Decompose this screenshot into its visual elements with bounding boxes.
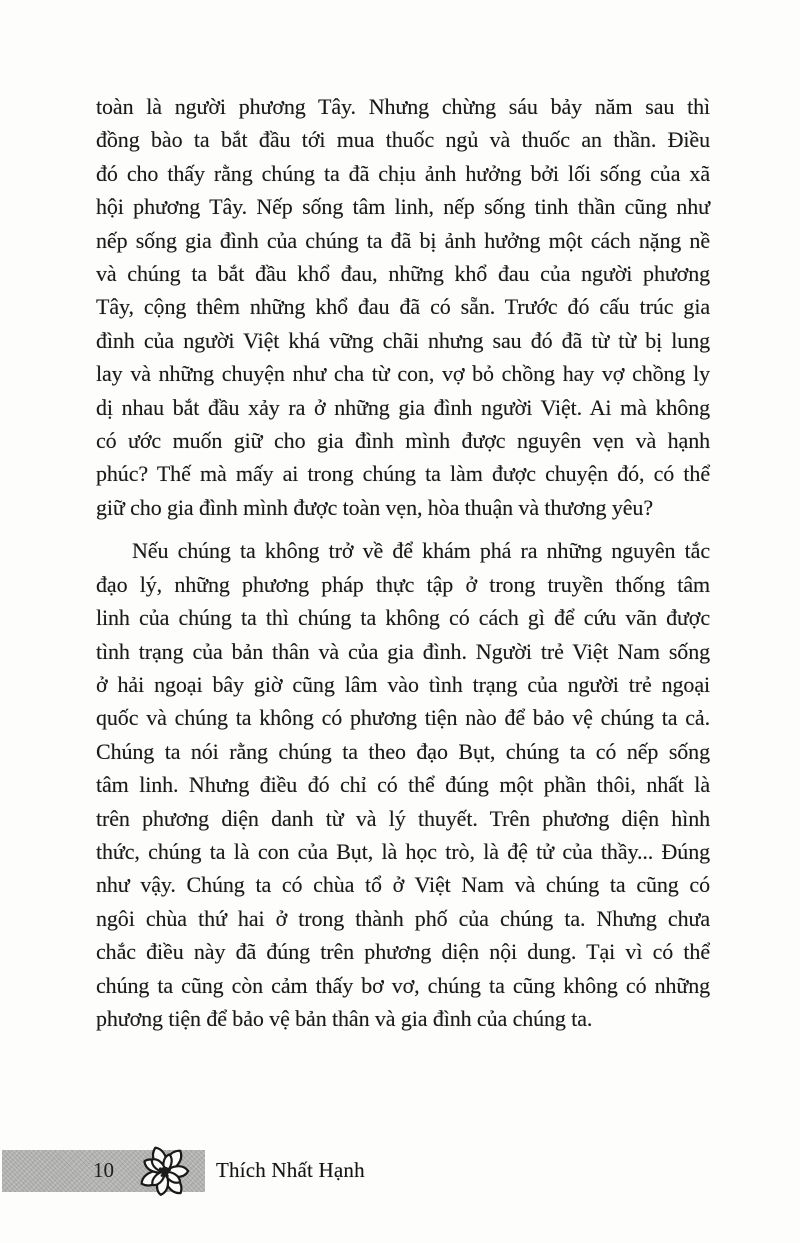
page-number: 10: [93, 1158, 114, 1182]
text-line: tình trạng của bản thân và của gia đình. Người trẻ Việt Nam sống: [96, 638, 710, 664]
text-line: dị nhau bắt đầu xảy ra ở những gia đình người Việt. Ai mà không: [96, 394, 710, 420]
text-line: quốc và chúng ta không có phương tiện nào để bảo vệ chúng ta cả.: [96, 705, 710, 731]
text-line: đạo lý, những phương pháp thực tập ở trong truyền thống tâm: [96, 571, 710, 597]
text-line: đó cho thấy rằng chúng ta đã chịu ảnh hưởng bởi lối sống của xã: [96, 160, 710, 186]
text-line: ngôi chùa thứ hai ở trong thành phố của chúng ta. Nhưng chưa: [96, 905, 710, 931]
text-line: chúng ta cũng còn cảm thấy bơ vơ, chúng ta cũng không có những: [96, 972, 710, 998]
paragraph: [96, 90, 710, 524]
text-line: và chúng ta bắt đầu khổ đau, những khổ đau của người phương: [96, 261, 710, 287]
paragraph: [96, 534, 710, 1035]
text-line: đồng bào ta bắt đầu tới mua thuốc ngủ và thuốc an thần. Điều: [96, 127, 710, 153]
author-name: Thích Nhất Hạnh: [216, 1158, 365, 1182]
text-line: Chúng ta nói rằng chúng ta theo đạo Bụt, chúng ta có nếp sống: [96, 738, 710, 764]
text-line: như vậy. Chúng ta có chùa tổ ở Việt Nam và chúng ta cũng có: [96, 872, 710, 898]
text-line: tâm linh. Nhưng điều đó chỉ có thể đúng một phần thôi, nhất là: [96, 772, 710, 798]
text-line: lay và những chuyện như cha từ con, vợ bỏ chồng hay vợ chồng ly: [96, 361, 710, 387]
text-line: giữ cho gia đình mình được toàn vẹn, hòa thuận và thương yêu?: [96, 494, 653, 520]
body-text: [96, 90, 710, 1035]
text-line: đình của người Việt khá vững chãi nhưng sau đó đã từ từ bị lung: [96, 327, 710, 353]
text-line: chắc điều này đã đúng trên phương diện nội dung. Tại vì có thể: [96, 939, 710, 965]
text-line: thức, chúng ta là con của Bụt, là học trò, là đệ tử của thầy... Đúng: [96, 838, 710, 864]
text-line: Nếu chúng ta không trở về để khám phá ra những nguyên tắc: [132, 538, 710, 564]
text-line: ở hải ngoại bây giờ cũng lâm vào tình trạng của người trẻ ngoại: [96, 671, 710, 697]
lotus-flower-icon: [133, 1138, 197, 1204]
text-line: phương tiện để bảo vệ bản thân và gia đình của chúng ta.: [96, 1005, 593, 1031]
text-line: toàn là người phương Tây. Nhưng chừng sáu bảy năm sau thì: [96, 94, 710, 119]
text-line: phúc? Thế mà mấy ai trong chúng ta làm được chuyện đó, có thể: [96, 461, 710, 487]
text-line: Tây, cộng thêm những khổ đau đã có sẵn. Trước đó cấu trúc gia: [96, 294, 710, 320]
text-line: có ước muốn giữ cho gia đình mình được nguyên vẹn và hạnh: [96, 428, 710, 454]
text-line: trên phương diện danh từ và lý thuyết. Trên phương diện hình: [96, 805, 710, 831]
text-line: linh của chúng ta thì chúng ta không có cách gì để cứu vãn được: [96, 605, 710, 631]
text-line: nếp sống gia đình của chúng ta đã bị ảnh hưởng một cách nặng nề: [96, 227, 710, 253]
text-line: hội phương Tây. Nếp sống tâm linh, nếp sống tinh thần cũng như: [96, 194, 710, 220]
